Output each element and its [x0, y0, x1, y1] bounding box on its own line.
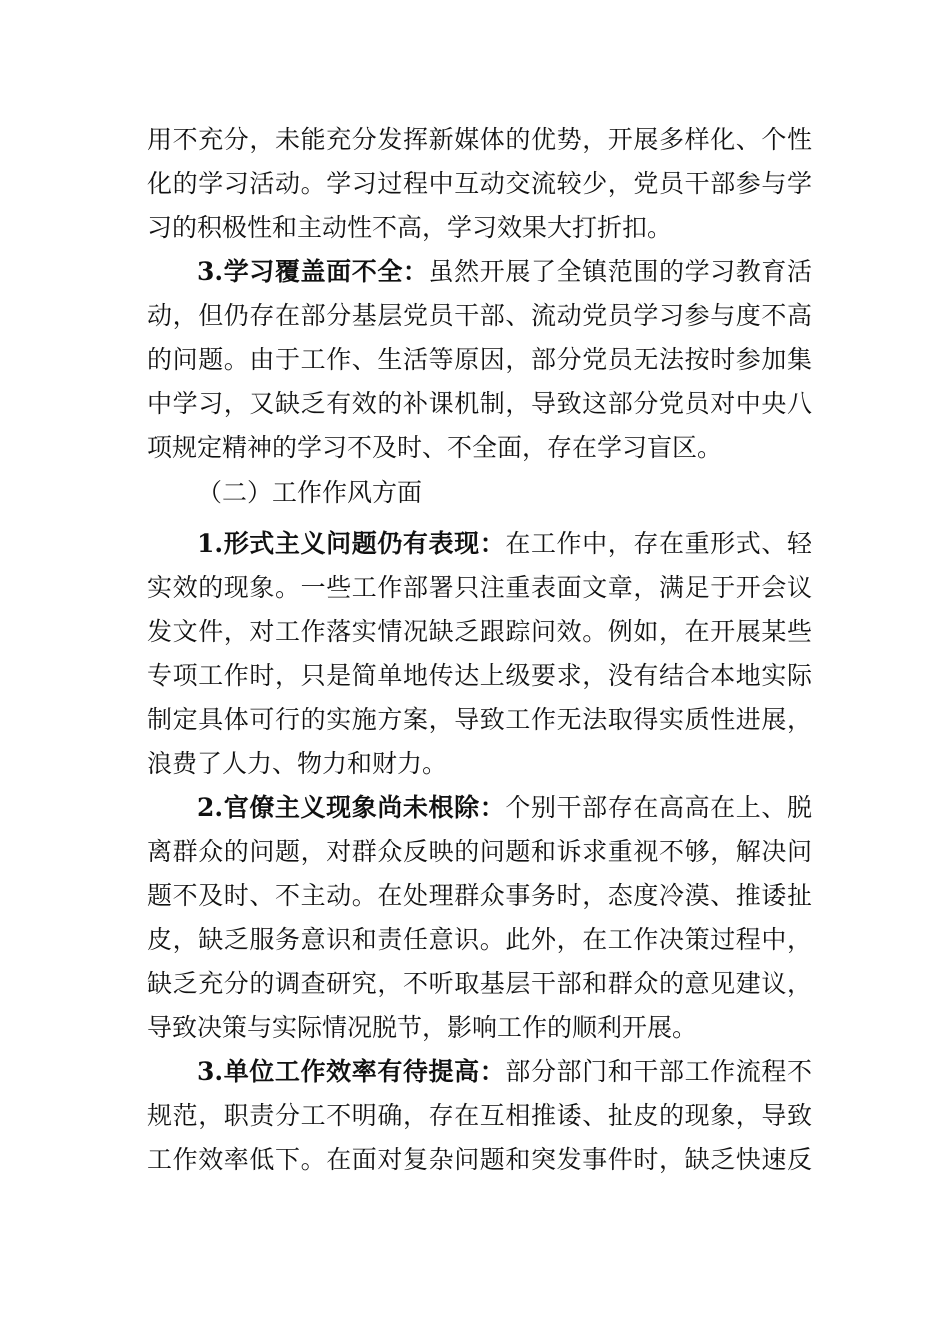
text-line: 工作效率低下。在面对复杂问题和突发事件时，缺乏快速反 — [147, 1145, 812, 1174]
text-line: 习的积极性和主动性不高，学习效果大打折扣。 — [147, 213, 673, 242]
text-line: 部分部门和干部工作流程不 — [505, 1057, 812, 1086]
paragraph-heading-line — [197, 1050, 812, 1094]
paragraph-heading-line — [197, 522, 812, 566]
text-line: 离群众的问题，对群众反映的问题和诉求重视不够，解决问 — [147, 837, 812, 866]
text-line: 实效的现象。一些工作部署只注重表面文章，满足于开会议 — [147, 573, 812, 602]
text-line: 项规定精神的学习不及时、不全面，存在学习盲区。 — [147, 433, 723, 462]
text-line: 缺乏充分的调查研究，不听取基层干部和群众的意见建议， — [147, 969, 812, 998]
paragraph-heading: 2.官僚主义现象尚未根除： — [197, 793, 506, 822]
text-line: 化的学习活动。学习过程中互动交流较少，党员干部参与学 — [147, 169, 812, 198]
paragraph-heading-line — [197, 250, 812, 294]
paragraph-heading-line — [197, 786, 812, 830]
paragraph-heading: 3.单位工作效率有待提高： — [197, 1057, 506, 1086]
text-line: 在工作中，存在重形式、轻 — [505, 529, 812, 558]
text-line: 题不及时、不主动。在处理群众事务时，态度冷漠、推诿扯 — [147, 881, 812, 910]
text-line: 用不充分，未能充分发挥新媒体的优势，开展多样化、个性 — [147, 125, 812, 154]
paragraph-heading: 3.学习覆盖面不全： — [197, 257, 429, 286]
paragraph-heading: 1.形式主义问题仍有表现： — [197, 529, 506, 558]
text-line: 中学习，又缺乏有效的补课机制，导致这部分党员对中央八 — [147, 389, 812, 418]
text-line: 制定具体可行的实施方案，导致工作无法取得实质性进展， — [147, 705, 812, 734]
text-line: 规范，职责分工不明确，存在互相推诿、扯皮的现象，导致 — [147, 1101, 812, 1130]
text-line: 个别干部存在高高在上、脱 — [505, 793, 812, 822]
text-line: 虽然开展了全镇范围的学习教育活 — [428, 257, 812, 286]
section-heading: （二）工作作风方面 — [197, 478, 423, 507]
text-line: 专项工作时，只是简单地传达上级要求，没有结合本地实际 — [147, 661, 812, 690]
text-line: 浪费了人力、物力和财力。 — [147, 749, 448, 778]
text-line: 的问题。由于工作、生活等原因，部分党员无法按时参加集 — [147, 345, 812, 374]
text-line: 发文件，对工作落实情况缺乏跟踪问效。例如，在开展某些 — [147, 617, 812, 646]
text-line: 动，但仍存在部分基层党员干部、流动党员学习参与度不高 — [147, 301, 812, 330]
text-line: 皮，缺乏服务意识和责任意识。此外，在工作决策过程中， — [147, 925, 812, 954]
text-line: 导致决策与实际情况脱节，影响工作的顺利开展。 — [147, 1013, 698, 1042]
